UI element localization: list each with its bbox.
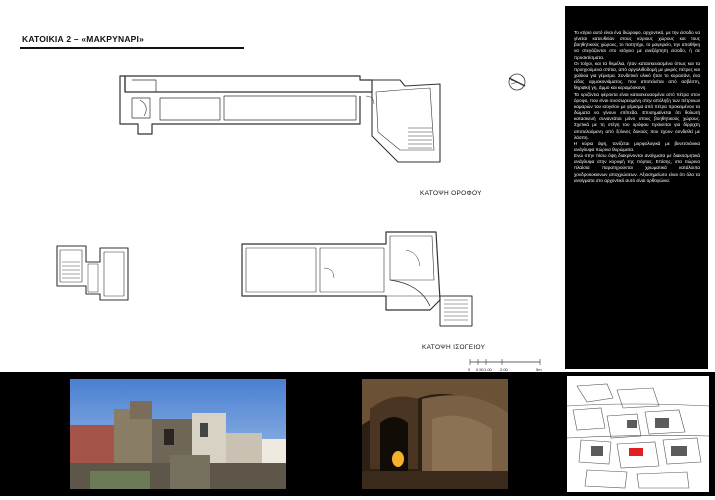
description-paragraph: Το κτίριο αυτό είναι ένα διώροφο, αρχοντικό, με την είσοδο να γίνεται κατευθείαν στους κύριους χώρους και τους βοηθητικούς χώρους, το πατητήρι, το μαγειρείο, την αποθήκη να στεγάζονται στο ισόγειο με ανεξάρτητη είσοδο, ή σε προσκτίσματα. xyxy=(574,30,700,60)
ground-plan-label: ΚΑΤΟΨΗ ΙΣΟΓΕΙΟΥ xyxy=(422,344,486,351)
exterior-photo xyxy=(70,379,286,489)
scale-end-label: 5m xyxy=(536,367,542,372)
interior-photo xyxy=(362,379,508,489)
scale-tick-label: 0.50 xyxy=(476,367,484,372)
description-paragraph: Οι τοίχοι, και τα θεμέλια, ήταν κατασκευασμένα όπως και τα προηγούμενα σπίτια, από αργολιθοδομή με μικρές πέτρες και χαλίκια για γέμισμα. Συνδετικό υλικό ήταν το κορασάνι, ένα είδος αρμοκονιάματος, που αποτελείται από ασβέστη, θηραϊκή γη, άμμο και κεραμόσκονη. xyxy=(574,60,700,91)
description-paragraph: Η κύρια όψη, τονίζεται μορφολογικά με βενετσιάνικα ανάγλυφα πώρινα θυρώματα. xyxy=(574,140,700,152)
scale-tick-label: 2.00 xyxy=(500,367,508,372)
floor-plans-drawing xyxy=(0,55,560,370)
title-underline xyxy=(20,47,244,49)
description-panel xyxy=(565,6,708,369)
ground-floor-plan xyxy=(242,232,472,326)
north-arrow xyxy=(509,74,525,90)
ground-annex-plan xyxy=(57,246,128,300)
page-title: ΚΑΤΟΙΚΙΑ 2 – «ΜΑΚΡΥΝΑΡΙ» xyxy=(22,34,145,44)
scale-tick-label: 1.00 xyxy=(484,367,492,372)
upper-plan-label: ΚΑΤΟΨΗ ΟΡΟΦΟΥ xyxy=(420,190,482,197)
description-paragraph: Ενώ στην πίσω όψη διακρίνονται ανοίγματα με διακοσμητικά ανάγλυφα στην κορυφή της πόρτας. Επίσης, στα πώρινα πλαίσια παρατηρούνται χρωματικά κατάλοιπα χονδροκοκκινων αποχρώσεων. Αξιοσημείωτο είναι ότι όλα τα ανοίγματα στο αρχοντικό αυτό είναι ορθογώνια. xyxy=(574,153,700,183)
location-map xyxy=(567,376,709,492)
description-paragraph: Τα οριζόντια φέροντα είναι κατασκευασμένα από πέτρα στον όροφο, που είναι συσσωρευμένη στην απόληξη των πέτρινων καμαρών του ισογείου με γέμισμα από πέτρα προκειμένου τα δώματα να γίνουν επίπεδα. Επισημαίνεται ότι θολωτή κατασκευή συναντάται μόνο στους βοηθητικούς χώρους. Σχετικά με τη στέγη του ορόφου πρόκειται για δίρριχτη αποτελούμενη από ξύλινες δοκούς που έχουν συνδεθεί με λάσπη. xyxy=(574,91,700,140)
scale-tick-label: 0 xyxy=(468,367,471,372)
scale-bar xyxy=(470,359,540,365)
upper-floor-plan xyxy=(120,76,440,162)
